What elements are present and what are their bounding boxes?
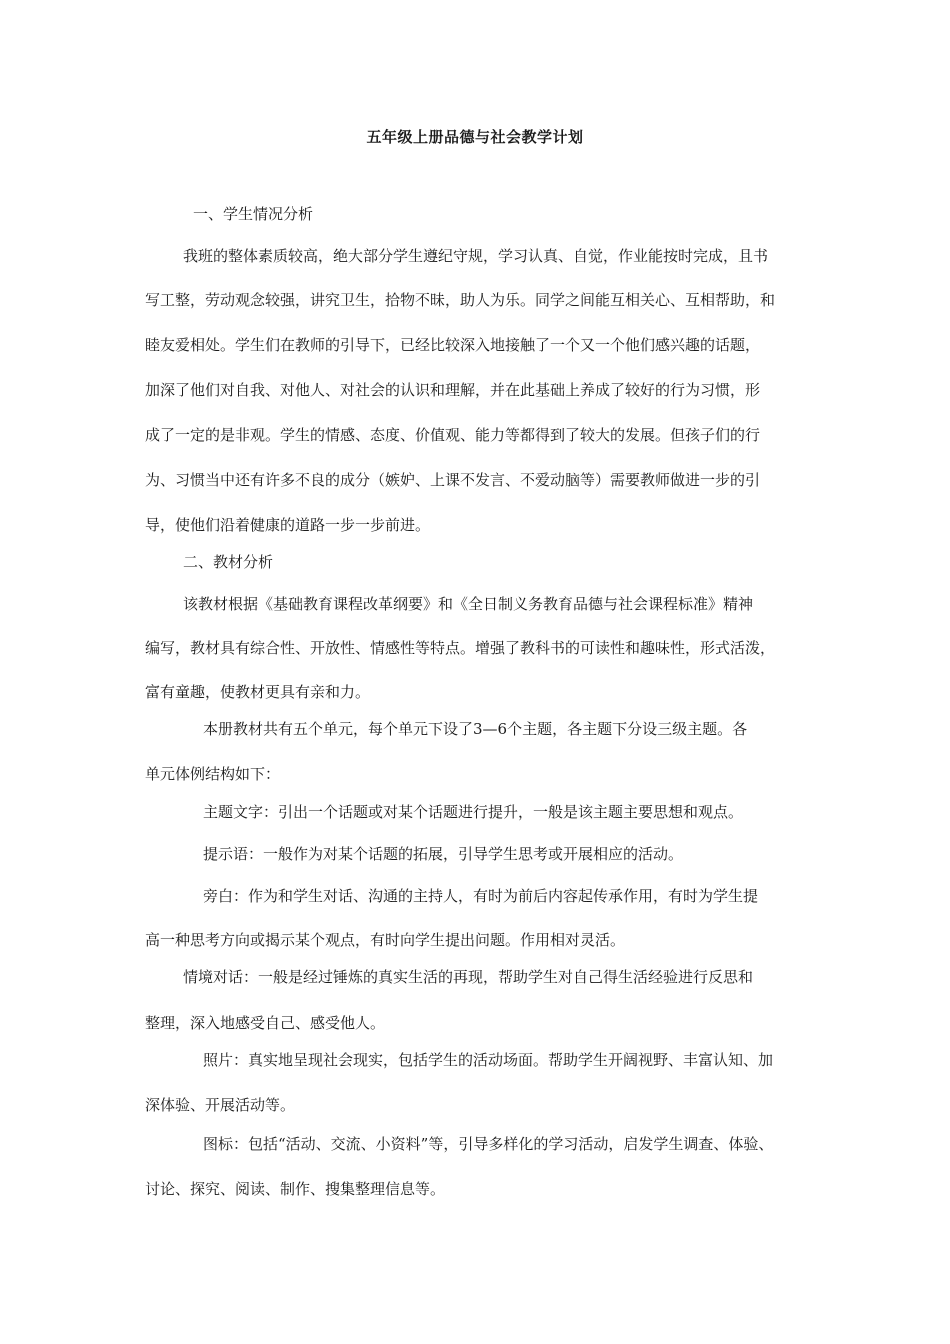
paragraph-line: 情境对话：一般是经过锤炼的真实生活的再现，帮助学生对自己得生活经验进行反思和: [183, 968, 754, 986]
paragraph-line: 高一种思考方向或揭示某个观点，有时向学生提出问题。作用相对灵活。: [145, 931, 626, 949]
paragraph-line: 写工整，劳动观念较强，讲究卫生，拾物不昧，助人为乐。同学之间能互相关心、互相帮助，和: [145, 291, 776, 309]
paragraph-line: 导，使他们沿着健康的道路一步一步前进。: [145, 516, 431, 534]
paragraph-line: 加深了他们对自我、对他人、对社会的认识和理解，并在此基础上养成了较好的行为习惯，形: [145, 381, 761, 399]
paragraph-line: 图标：包括“活动、交流、小资料”等，引导多样化的学习活动，启发学生调查、体验、: [203, 1135, 774, 1153]
paragraph-line: 整理，深入地感受自己、感受他人。: [145, 1014, 386, 1032]
paragraph-line: 该教材根据《基础教育课程改革纲要》和《全日制义务教育品德与社会课程标准》精神: [183, 595, 754, 613]
section-heading-student-analysis: 一、学生情况分析: [193, 205, 314, 223]
paragraph-line: 主题文字：引出一个话题或对某个话题进行提升，一般是该主题主要思想和观点。: [203, 803, 744, 821]
paragraph-line: 照片：真实地呈现社会现实，包括学生的活动场面。帮助学生开阔视野、丰富认知、加: [203, 1051, 774, 1069]
paragraph-line: 睦友爱相处。学生们在教师的引导下，已经比较深入地接触了一个又一个他们感兴趣的话题，: [145, 336, 761, 354]
paragraph-line: 成了一定的是非观。学生的情感、态度、价值观、能力等都得到了较大的发展。但孩子们的行: [145, 426, 761, 444]
paragraph-line: 为、习惯当中还有许多不良的成分（嫉妒、上课不发言、不爱动脑等）需要教师做进一步的引: [145, 471, 761, 489]
document-title: 五年级上册品德与社会教学计划: [366, 128, 584, 146]
paragraph-line: 旁白：作为和学生对话、沟通的主持人，有时为前后内容起传承作用，有时为学生提: [203, 887, 759, 905]
paragraph-line: 富有童趣，使教材更具有亲和力。: [145, 683, 371, 701]
paragraph-line: 讨论、探究、阅读、制作、搜集整理信息等。: [145, 1180, 446, 1198]
paragraph-line: 提示语：一般作为对某个话题的拓展，引导学生思考或开展相应的活动。: [203, 845, 684, 863]
paragraph-line: 我班的整体素质较高，绝大部分学生遵纪守规，学习认真、自觉，作业能按时完成，且书: [183, 247, 769, 265]
section-heading-textbook-analysis: 二、教材分析: [183, 553, 274, 571]
paragraph-line: 编写，教材具有综合性、开放性、情感性等特点。增强了教科书的可读性和趣味性，形式活泼，: [145, 639, 776, 657]
paragraph-line: 深体验、开展活动等。: [145, 1096, 296, 1114]
paragraph-line: 单元体例结构如下：: [145, 765, 281, 783]
paragraph-line: 本册教材共有五个单元，每个单元下设了3—6个主题，各主题下分设三级主题。各: [203, 720, 748, 738]
